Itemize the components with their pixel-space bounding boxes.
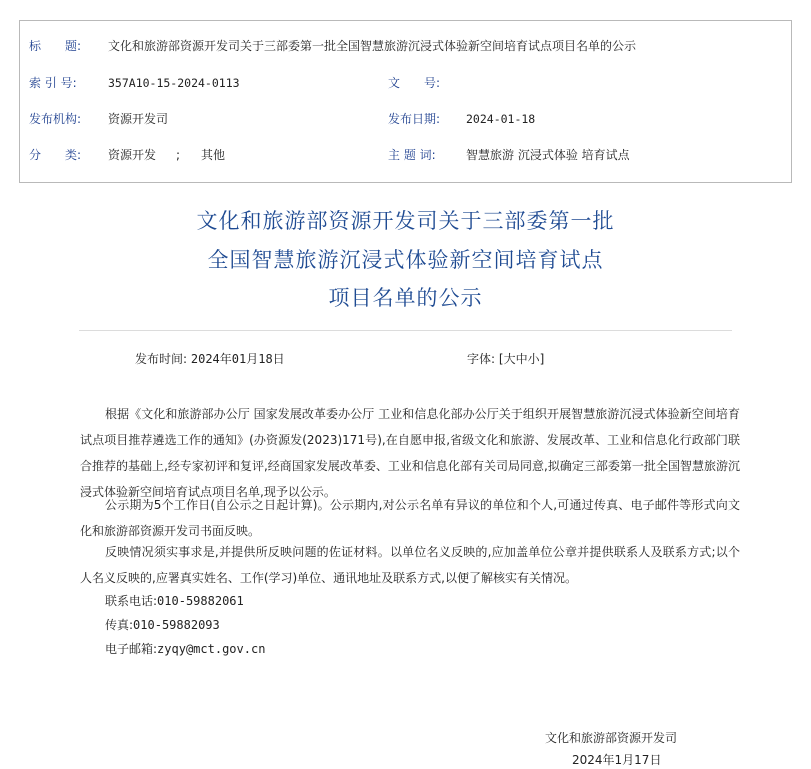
meta-subject-value: 智慧旅游 沉浸式体验 培育试点: [466, 148, 630, 162]
meta-category-value-1: 资源开发: [108, 148, 157, 162]
page-title-line-2: 全国智慧旅游沉浸式体验新空间培育试点: [207, 248, 604, 272]
signature-date: 2024年1月17日: [572, 753, 662, 767]
font-size-small-button[interactable]: 小: [527, 352, 540, 366]
font-size-bracket-open: [: [498, 352, 504, 366]
contact-fax-value: 010-59882093: [133, 618, 220, 632]
font-size-medium-button[interactable]: 中: [515, 352, 528, 366]
signature-org: 文化和旅游部资源开发司: [545, 731, 678, 745]
contact-phone-label: 联系电话:: [105, 594, 158, 608]
contact-fax: [105, 616, 220, 633]
publish-time: [135, 350, 285, 367]
meta-issuer-label: 发布机构:: [29, 112, 82, 126]
body-paragraph-2: 公示期为5个工作日(自公示之日起计算)。公示期内,对公示名单有异议的单位和个人,可通过传真、电子邮件等形式向文化和旅游部资源开发司书面反映。: [80, 498, 740, 538]
meta-category-separator: ;: [176, 148, 181, 162]
meta-row-category: [20, 145, 791, 165]
contact-fax-label: 传真:: [105, 618, 134, 632]
meta-row-title: [20, 36, 791, 56]
contact-email-value[interactable]: zyqy@mct.gov.cn: [157, 642, 266, 656]
title-divider: [79, 330, 732, 331]
meta-category-value-2: 其他: [201, 148, 226, 162]
meta-title-value: 文化和旅游部资源开发司关于三部委第一批全国智慧旅游沉浸式体验新空间培育试点项目名单的公示: [108, 39, 637, 53]
page-title-line-3: 项目名单的公示: [328, 286, 483, 310]
metadata-panel: [19, 20, 792, 183]
meta-issuer-value: 资源开发司: [108, 112, 169, 126]
font-size-label: 字体:: [467, 352, 496, 366]
font-size-large-button[interactable]: 大: [503, 352, 516, 366]
meta-date-value: 2024-01-18: [466, 112, 536, 126]
meta-category-label: 分 类:: [29, 148, 82, 162]
body-paragraph-3: 反映情况须实事求是,并提供所反映问题的佐证材料。以单位名义反映的,应加盖单位公章并提供联系人及联系方式;以个人名义反映的,应署真实姓名、工作(学习)单位、通讯地址及联系方式,以便了解核实有关情况。: [80, 545, 740, 585]
body-paragraph-1: 根据《文化和旅游部办公厅 国家发展改革委办公厅 工业和信息化部办公厅关于组织开展智慧旅游沉浸式体验新空间培育试点项目推荐遴选工作的通知》(办资源发(2023)171号),在自愿申报,省级文化和旅游、发展改革、工业和信息化行政部门联合推荐的基础上,经专家初评和复评,经商国家发展改革委、工业和信息化部有关司局同意,拟确定三部委第一批全国智慧旅游沉浸式体验新空间培育试点项目名单,现予以公示。: [80, 407, 740, 499]
meta-docno-label: 文 号:: [388, 76, 441, 90]
page-title-line-1: 文化和旅游部资源开发司关于三部委第一批: [196, 209, 615, 233]
meta-row-index: [20, 73, 791, 93]
contact-phone-value: 010-59882061: [157, 594, 244, 608]
meta-subject-label: 主 题 词:: [388, 148, 436, 162]
contact-phone: [105, 592, 244, 609]
meta-row-issuer: [20, 109, 791, 129]
meta-title-label: 标 题:: [29, 39, 82, 53]
font-size-switcher: [467, 350, 544, 367]
meta-date-label: 发布日期:: [388, 112, 441, 126]
contact-email: [105, 640, 265, 657]
contact-email-label: 电子邮箱:: [105, 642, 158, 656]
font-size-bracket-close: ]: [539, 352, 545, 366]
publish-time-label: 发布时间:: [135, 352, 188, 366]
meta-index-label: 索 引 号:: [29, 76, 77, 90]
meta-index-value: 357A10-15-2024-0113: [108, 76, 240, 90]
publish-time-value: 2024年01月18日: [190, 352, 285, 366]
